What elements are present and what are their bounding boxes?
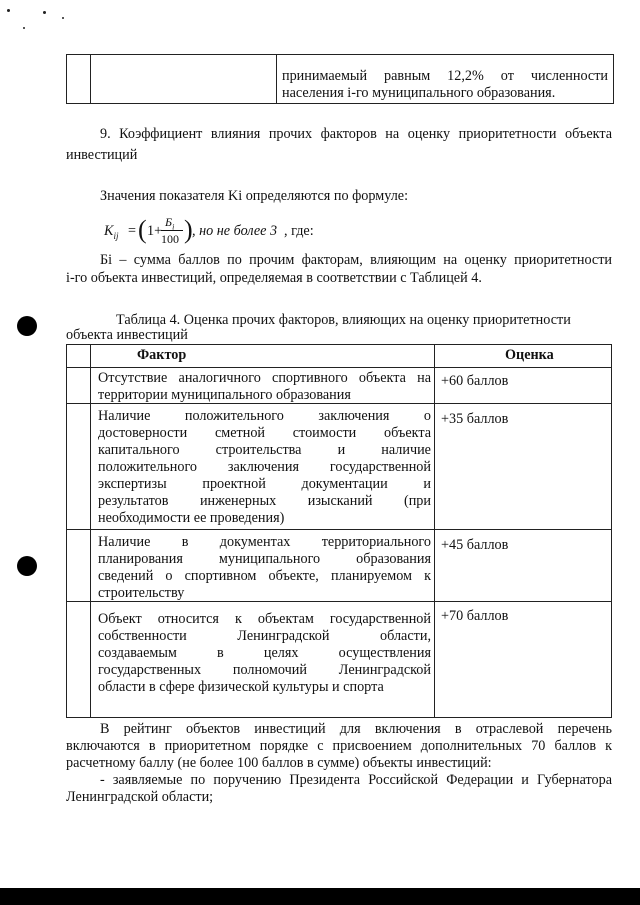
closing-line: включаются в приоритетном порядке с присвоением дополнительных 70 баллов к [66, 738, 612, 754]
formula-paren-open: ( [138, 215, 147, 244]
cell-line: достоверности сметной стоимости объекта [98, 425, 431, 441]
fragment-line: принимаемый равным 12,2% от численности [282, 68, 608, 84]
cell-line: собственности Ленинградской области, [98, 628, 431, 644]
header-score: Оценка [505, 347, 554, 363]
section-title-line: инвестиций [66, 147, 138, 163]
table-row-factor [98, 611, 431, 696]
scan-edge-bar [0, 888, 640, 905]
factors-table [66, 344, 612, 718]
fragment-line: населения i-го муниципального образования. [282, 85, 556, 101]
formula-where: , где: [284, 223, 314, 239]
cell-line: создаваемым в целях осуществления [98, 645, 431, 661]
punch-hole-top [17, 316, 37, 336]
formula [100, 213, 520, 249]
table-row-score: +45 баллов [441, 537, 509, 553]
formula-condition: , но не более 3 [192, 223, 278, 239]
cell-line: результатов инженерных изысканий (при [98, 493, 431, 509]
formula-numerator: $Б_i$ [165, 215, 175, 232]
definition-line: i-го объекта инвестиций, определяемая в соответствии с Таблицей 4. [66, 270, 482, 286]
table-divider [434, 345, 435, 717]
cell-line: области в сфере физической культуры и спорта [98, 679, 384, 695]
fragment-cell-text [282, 68, 608, 102]
table-caption: Таблица 4. Оценка прочих факторов, влияющих на оценку приоритетности [116, 312, 571, 328]
definition-line: Бi – сумма баллов по прочим факторам, влияющим на оценку приоритетности [100, 252, 612, 268]
formula-denominator: 100 [161, 232, 179, 246]
table-caption: объекта инвестиций [66, 327, 188, 343]
cell-line: планирования муниципального образования [98, 551, 431, 567]
closing-line: Ленинградской области; [66, 789, 214, 805]
cell-line: сведений о спортивном объекте, планируемом к [98, 568, 431, 584]
cell-line: строительству [98, 585, 185, 601]
punch-hole-bottom [17, 556, 37, 576]
cell-line: Отсутствие аналогичного спортивного объекта на [98, 370, 431, 386]
cell-line: необходимости ее проведения) [98, 510, 285, 526]
table-row-score: +70 баллов [441, 608, 509, 624]
scan-speck [23, 27, 25, 29]
cell-line: экспертизы проектной документации и [98, 476, 431, 492]
closing-line: - заявляемые по поручению Президента Российской Федерации и Губернатора [100, 772, 612, 788]
formula-paren-close: ) [184, 215, 193, 244]
table-divider [67, 529, 611, 530]
header-factor: Фактор [137, 347, 187, 363]
formula-equals: = [128, 223, 137, 239]
table-divider [276, 55, 277, 103]
scan-speck [7, 9, 10, 12]
cell-line: государственных полномочий Ленинградской [98, 662, 431, 678]
table-divider [67, 367, 611, 368]
closing-line: расчетному баллу (не более 100 баллов в сумме) объекты инвестиций: [66, 755, 492, 771]
table-divider [90, 345, 91, 717]
cell-line: Наличие положительного заключения о [98, 408, 431, 424]
cell-line: территории муниципального образования [98, 387, 351, 403]
table-row-factor [98, 370, 431, 404]
previous-table-fragment [66, 54, 614, 104]
cell-line: капитального строительства и наличие [98, 442, 431, 458]
formula-lhs: $K_{ij}$ [104, 223, 119, 241]
formula-term: 1+ [147, 223, 163, 239]
formula-intro: Значения показателя Ki определяются по формуле: [100, 188, 409, 204]
cell-line: Наличие в документах территориального [98, 534, 431, 550]
scan-speck [43, 11, 46, 14]
table-row-score: +35 баллов [441, 411, 509, 427]
table-divider [90, 55, 91, 103]
cell-line: положительного заключения государственной [98, 459, 431, 475]
section-title-line: 9. Коэффициент влияния прочих факторов на оценку приоритетности объекта [100, 126, 612, 142]
table-row-factor [98, 408, 431, 527]
cell-line: Объект относится к объектам государственной [98, 611, 431, 627]
scan-speck [62, 17, 64, 19]
table-row-factor [98, 534, 431, 602]
table-row-score: +60 баллов [441, 373, 509, 389]
closing-line: В рейтинг объектов инвестиций для включения в отраслевой перечень [100, 721, 612, 737]
